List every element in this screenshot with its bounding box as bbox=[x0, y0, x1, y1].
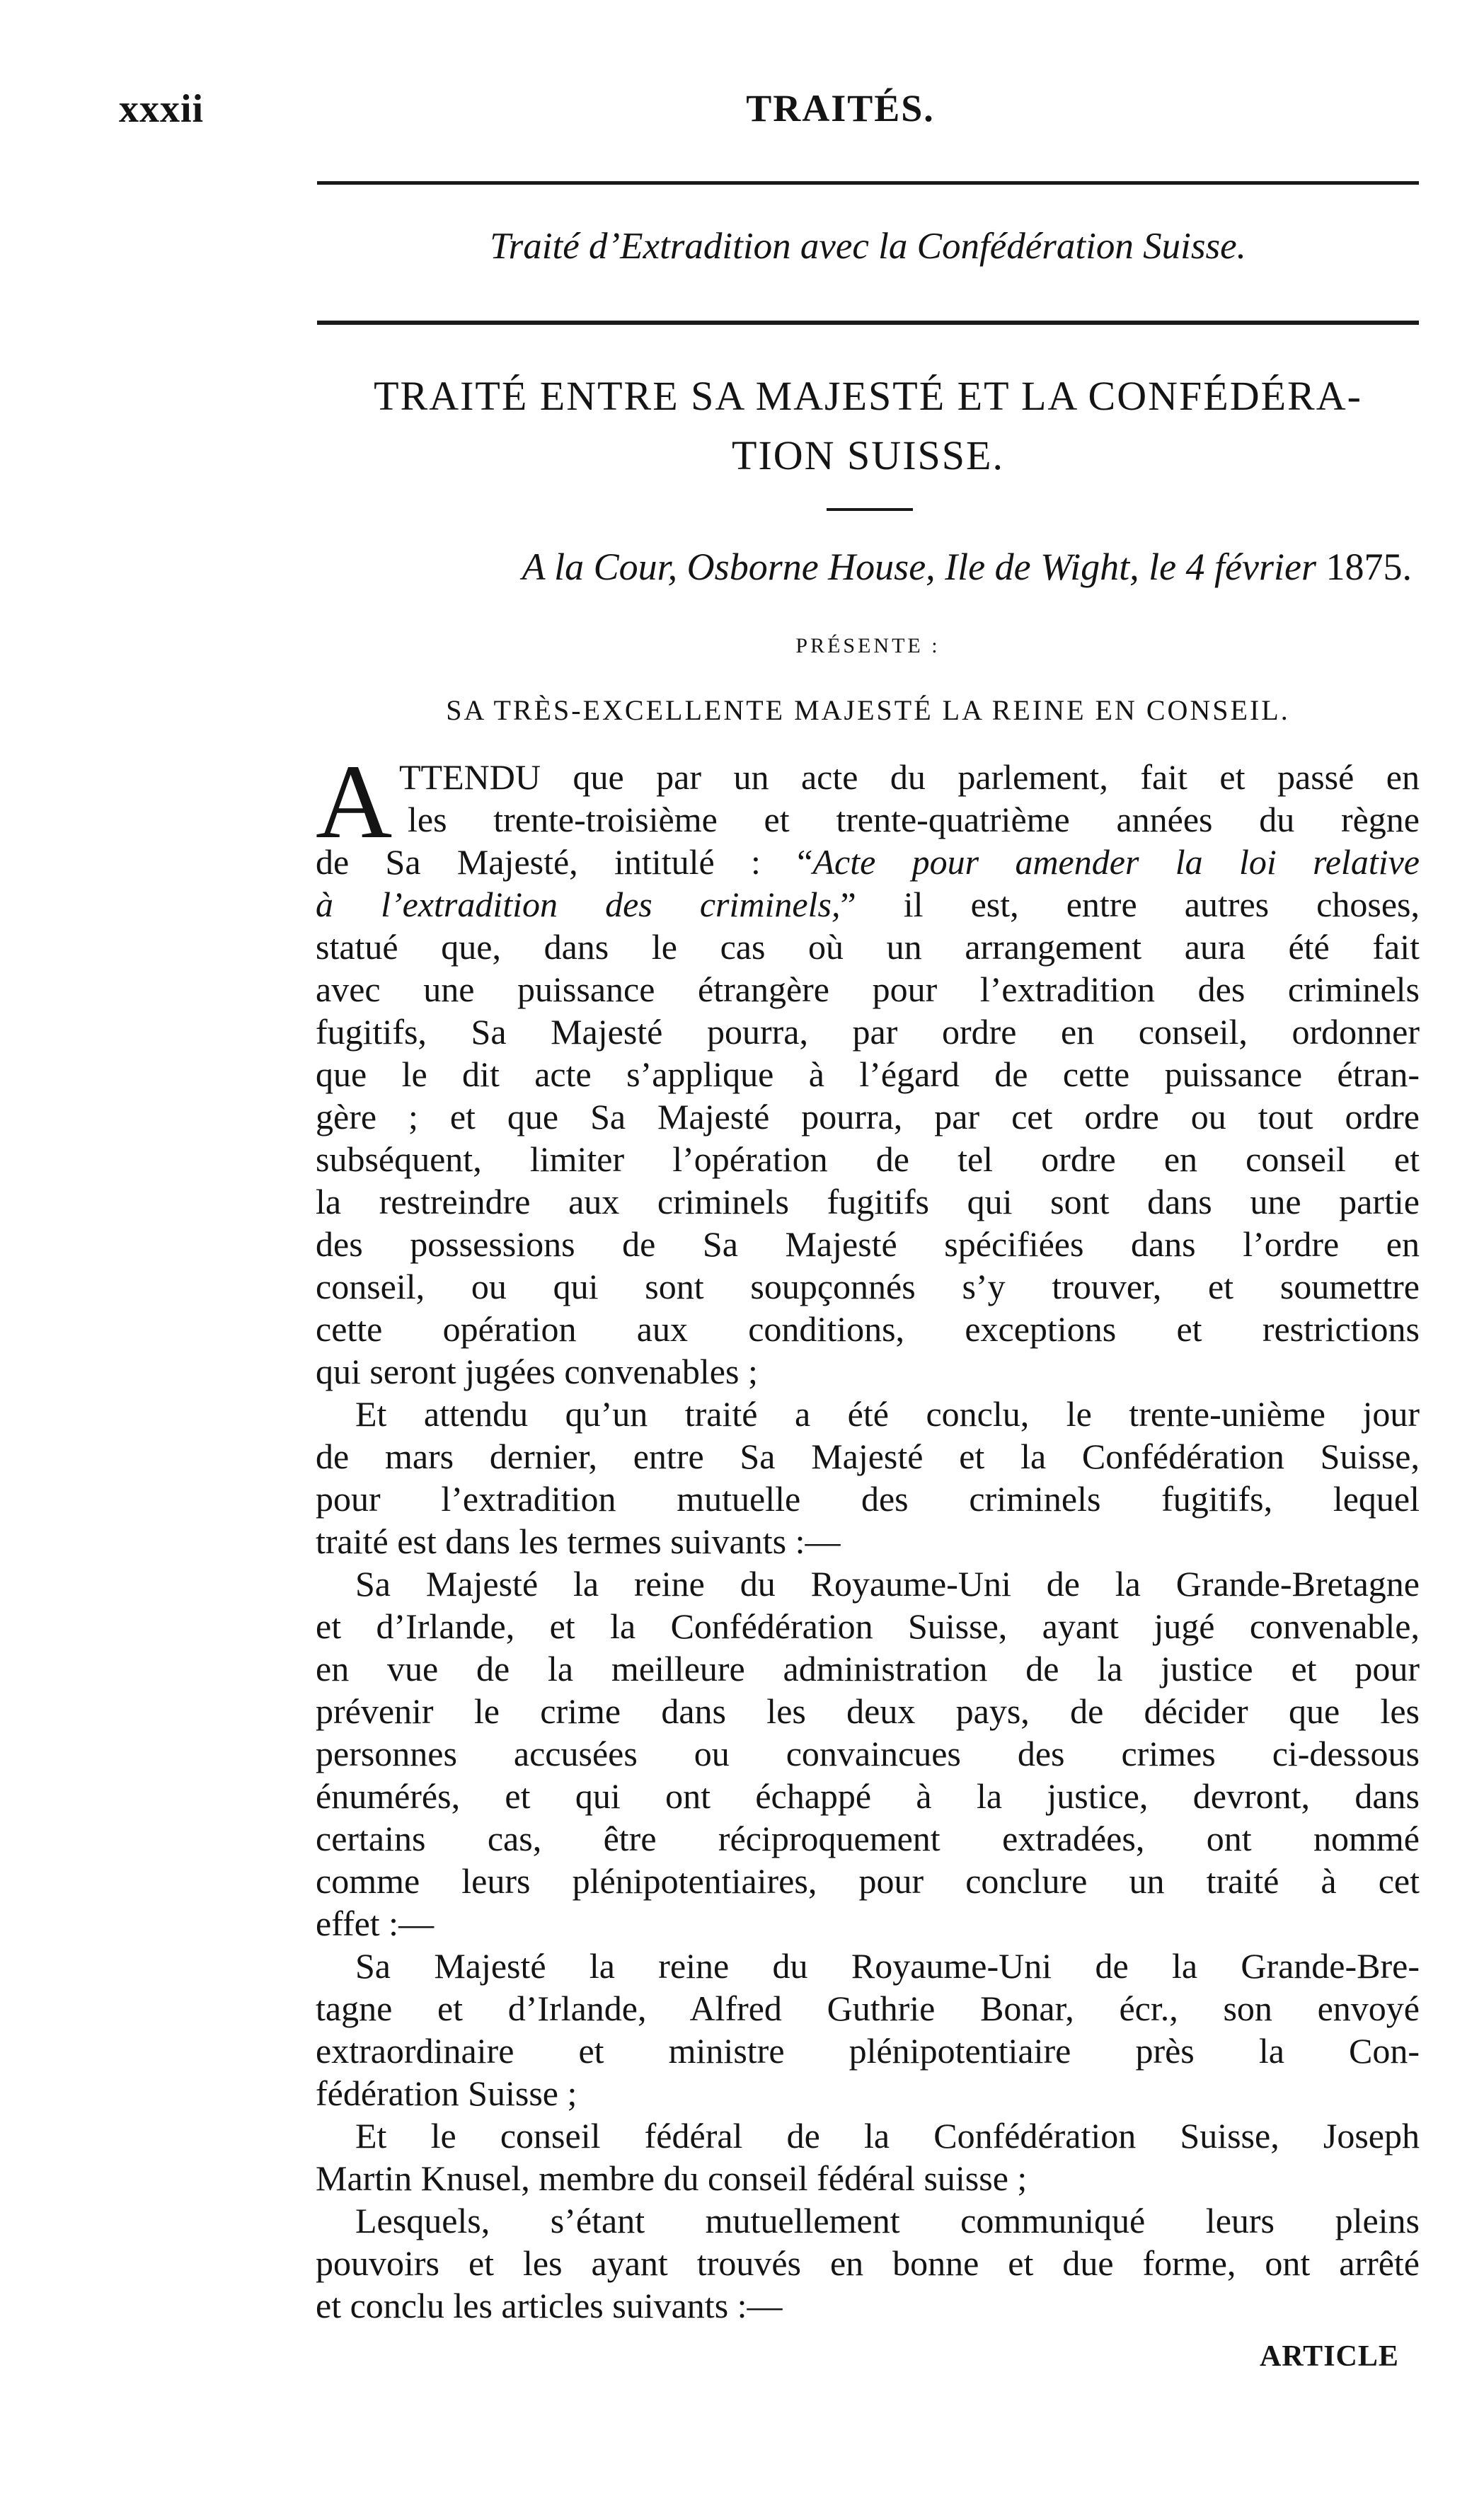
body-line: personnes accusées ou convaincues des crimes ci-dessous bbox=[316, 1734, 1420, 1773]
short-rule bbox=[827, 508, 913, 511]
header-rule bbox=[317, 181, 1419, 185]
body-line: en vue de la meilleure administration de la justice et pour bbox=[316, 1649, 1420, 1688]
body-line bbox=[316, 883, 1420, 926]
body-line: Lesquels, s’étant mutuellement communiqué leurs pleins bbox=[355, 2201, 1420, 2240]
body-line: extraordinaire et ministre plénipotentiaire près la Con- bbox=[316, 2031, 1420, 2071]
body-line: Et attendu qu’un traité a été conclu, le trente-unième jour bbox=[355, 1394, 1420, 1434]
body-line: cette opération aux conditions, exceptions et restrictions bbox=[316, 1309, 1420, 1349]
body-line: Et le conseil fédéral de la Confédération Suisse, Joseph bbox=[355, 2116, 1420, 2156]
treaty-body bbox=[316, 743, 1420, 2327]
subtitle-rule bbox=[317, 321, 1419, 325]
body-text: ” il est, entre autres choses, bbox=[840, 885, 1420, 924]
dateline-place: A la Cour, Osborne House, Ile de Wight, le 4 février bbox=[522, 546, 1326, 588]
body-line bbox=[316, 841, 1420, 883]
body-line: de mars dernier, entre Sa Majesté et la Confédération Suisse, bbox=[316, 1437, 1420, 1476]
body-line: Sa Majesté la reine du Royaume-Uni de la Grande-Bretagne bbox=[355, 1564, 1420, 1604]
heading-line-2: TION SUISSE. bbox=[732, 432, 1004, 478]
section-subtitle: Traité d’Extradition avec la Confédération Suisse. bbox=[490, 226, 1246, 267]
body-line: fugitifs, Sa Majesté pourra, par ordre en conseil, ordonner bbox=[316, 1012, 1420, 1052]
body-line: Sa Majesté la reine du Royaume-Uni de la Grande-Bre- bbox=[355, 1946, 1420, 1986]
body-line: des possessions de Sa Majesté spécifiées dans l’ordre en bbox=[316, 1224, 1420, 1264]
presente-label: PRÉSENTE : bbox=[795, 634, 941, 657]
running-title: TRAITÉS. bbox=[746, 87, 935, 130]
body-line: TTENDU que par un acte du parlement, fait et passé en bbox=[399, 757, 1420, 797]
body-line: statué que, dans le cas où un arrangement aura été fait bbox=[316, 927, 1420, 967]
body-text: de Sa Majesté, intitulé : “ bbox=[316, 842, 813, 882]
body-line: subséquent, limiter l’opération de tel ordre en conseil et bbox=[316, 1139, 1420, 1179]
body-line: pouvoirs et les ayant trouvés en bonne et due forme, ont arrêté bbox=[316, 2243, 1420, 2283]
body-line: comme leurs plénipotentiaires, pour conclure un traité à cet bbox=[316, 1861, 1420, 1901]
running-header bbox=[119, 86, 1413, 143]
body-line: Martin Knusel, membre du conseil fédéral suisse ; bbox=[316, 2158, 1028, 2198]
body-line: qui seront jugées convenables ; bbox=[316, 1352, 758, 1391]
dateline bbox=[317, 545, 1412, 589]
body-line: la restreindre aux criminels fugitifs qui sont dans une partie bbox=[316, 1182, 1420, 1221]
body-line: les trente-troisième et trente-quatrième années du règne bbox=[408, 800, 1420, 839]
body-line: que le dit acte s’applique à l’égard de cette puissance étran- bbox=[316, 1054, 1420, 1094]
body-line: conseil, ou qui sont soupçonnés s’y trouver, et soumettre bbox=[316, 1267, 1420, 1306]
dateline-year: 1875. bbox=[1325, 546, 1412, 588]
body-line: énumérés, et qui ont échappé à la justice, devront, dans bbox=[316, 1776, 1420, 1816]
body-line: prévenir le crime dans les deux pays, de décider que les bbox=[316, 1691, 1420, 1731]
body-line: certains cas, être réciproquement extradées, ont nommé bbox=[316, 1819, 1420, 1858]
in-council-line: SA TRÈS-EXCELLENTE MAJESTÉ LA REINE EN CONSEIL. bbox=[446, 694, 1290, 726]
body-line: avec une puissance étrangère pour l’extradition des criminels bbox=[316, 969, 1420, 1009]
treaty-heading bbox=[317, 367, 1419, 485]
catchword: ARTICLE bbox=[1260, 2340, 1399, 2373]
drop-cap: A bbox=[316, 743, 393, 861]
body-line: et d’Irlande, et la Confédération Suisse, ayant jugé convenable, bbox=[316, 1606, 1420, 1646]
page-number: xxxii bbox=[119, 87, 205, 131]
body-line: tagne et d’Irlande, Alfred Guthrie Bonar, écr., son envoyé bbox=[316, 1989, 1420, 2028]
act-title-part-2: à l’extradition des criminels, bbox=[316, 885, 841, 924]
body-line: gère ; et que Sa Majesté pourra, par cet ordre ou tout ordre bbox=[316, 1097, 1420, 1137]
body-line: pour l’extradition mutuelle des criminels fugitifs, lequel bbox=[316, 1479, 1420, 1519]
body-line: fédération Suisse ; bbox=[316, 2073, 577, 2113]
body-line: et conclu les articles suivants :— bbox=[316, 2286, 783, 2325]
act-title-part-1: Acte pour amender la loi relative bbox=[812, 842, 1420, 882]
heading-line-1: TRAITÉ ENTRE SA MAJESTÉ ET LA CONFÉDÉRA- bbox=[374, 373, 1362, 419]
body-line: traité est dans les termes suivants :— bbox=[316, 1521, 841, 1561]
body-line: effet :— bbox=[316, 1904, 435, 1943]
